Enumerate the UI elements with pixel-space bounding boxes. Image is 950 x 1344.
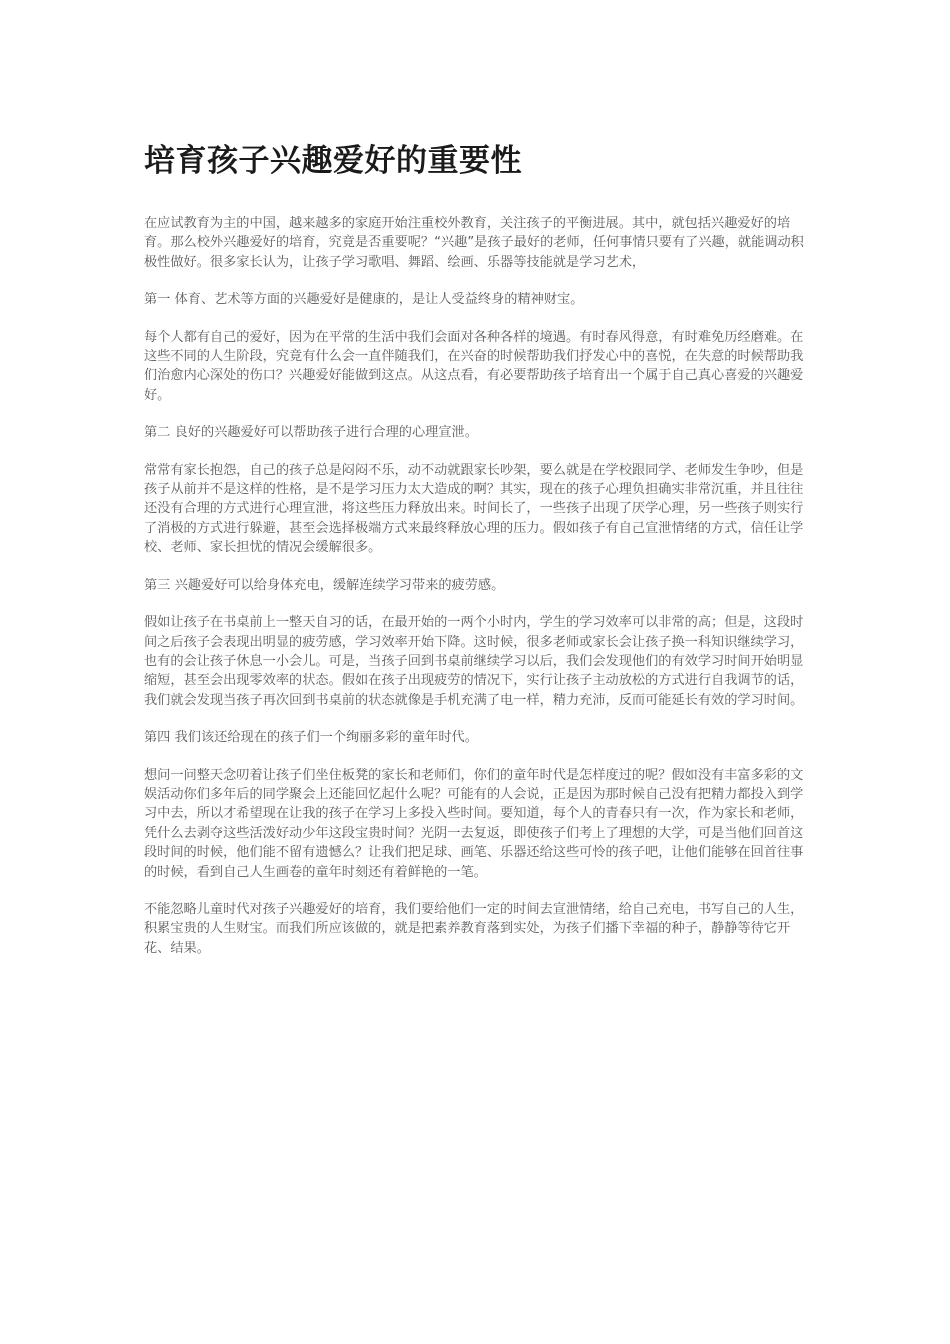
- section-heading-3: 第三 兴趣爱好可以给身体充电，缓解连续学习带来的疲劳感。: [144, 577, 505, 593]
- paragraph-1: 每个人都有自己的爱好，因为在平常的生活中我们会面对各种各样的境遇。有时春风得意，有时难免历经磨难。在这些不同的人生阶段，究竟有什么会一直伴随我们，在兴奋的时候帮助我们抒发心中的喜悦，在失意的时候帮助我们治愈内心深处的伤口？兴趣爱好能做到这点。从这点看，有必要帮助孩子培育出一个属于自己真心喜爱的兴趣爱好。: [144, 329, 804, 403]
- section-heading-2: 第二 良好的兴趣爱好可以帮助孩子进行合理的心理宣泄。: [144, 425, 478, 441]
- paragraph-3: 假如让孩子在书桌前上一整天自习的话，在最开始的一两个小时内，学生的学习效率可以非常的高；但是，这段时间之后孩子会表现出明显的疲劳感，学习效率开始下降。这时候，很多老师或家长会让孩子换一科知识继续学习，也有的会让孩子休息一小会儿。可是，当孩子回到书桌前继续学习以后，我们会发现他们的有效学习时间开始明显缩短，甚至会出现零效率的状态。假如在孩子出现疲劳的情况下，实行让孩子主动放松的方式进行自我调节的话，我们就会发现当孩子再次回到书桌前的状态就像是手机充满了电一样，精力充沛，反而可能延长有效的学习时间。: [144, 615, 804, 708]
- paragraph-4: 想问一问整天念叨着让孩子们坐住板凳的家长和老师们，你们的童年时代是怎样度过的呢？假如没有丰富多彩的文娱活动你们多年后的同学聚会上还能回忆起什么呢？可能有的人会说，正是因为那时候自己没有把精力都投入到学习中去，所以才希望现在让我的孩子在学习上多投入些时间。要知道，每个人的青春只有一次，作为家长和老师，凭什么去剥夺这些活泼好动少年这段宝贵时间？光阴一去复返，即使孩子们考上了理想的大学，可是当他们回首这段时间的时候，他们能不留有遗憾么？让我们把足球、画笔、乐器还给这些可怜的孩子吧，让他们能够在回首往事的时候，看到自己人生画卷的童年时刻还有着鲜艳的一笔。: [144, 767, 804, 880]
- section-heading-1: 第一 体育、艺术等方面的兴趣爱好是健康的，是让人受益终身的精神财宝。: [144, 292, 584, 308]
- section-heading-4: 第四 我们该还给现在的孩子们一个绚丽多彩的童年时代。: [144, 730, 478, 746]
- paragraph-intro: 在应试教育为主的中国，越来越多的家庭开始注重校外教育，关注孩子的平衡进展。其中，就包括兴趣爱好的培育。那么校外兴趣爱好的培育，究竟是否重要呢？“兴趣”是孩子最好的老师，任何事情只要有了兴趣，就能调动积极性做好。很多家长认为，让孩子学习歌唱、舞蹈、绘画、乐器等技能就是学习艺术，: [144, 216, 804, 270]
- document-page: [144, 138, 812, 976]
- paragraph-conclusion: 不能忽略儿童时代对孩子兴趣爱好的培育，我们要给他们一定的时间去宣泄情绪，给自己充电，书写自己的人生，积累宝贵的人生财宝。而我们所应该做的，就是把素养教育落到实处，为孩子们播下幸福的种子，静静等待它开花、结果。: [144, 901, 804, 956]
- paragraph-2: 常常有家长抱怨，自己的孩子总是闷闷不乐，动不动就跟家长吵架，要么就是在学校跟同学、老师发生争吵，但是孩子从前并不是这样的性格，是不是学习压力太大造成的啊？其实，现在的孩子心理负担确实非常沉重，并且往往还没有合理的方式进行心理宣泄，将这些压力释放出来。时间长了，一些孩子出现了厌学心理，另一些孩子则实行了消极的方式进行躲避，甚至会选择极端方式来最终释放心理的压力。假如孩子有自己宣泄情绪的方式，信任让学校、老师、家长担忧的情况会缓解很多。: [144, 462, 804, 556]
- document-title: 培育孩子兴趣爱好的重要性: [144, 143, 522, 179]
